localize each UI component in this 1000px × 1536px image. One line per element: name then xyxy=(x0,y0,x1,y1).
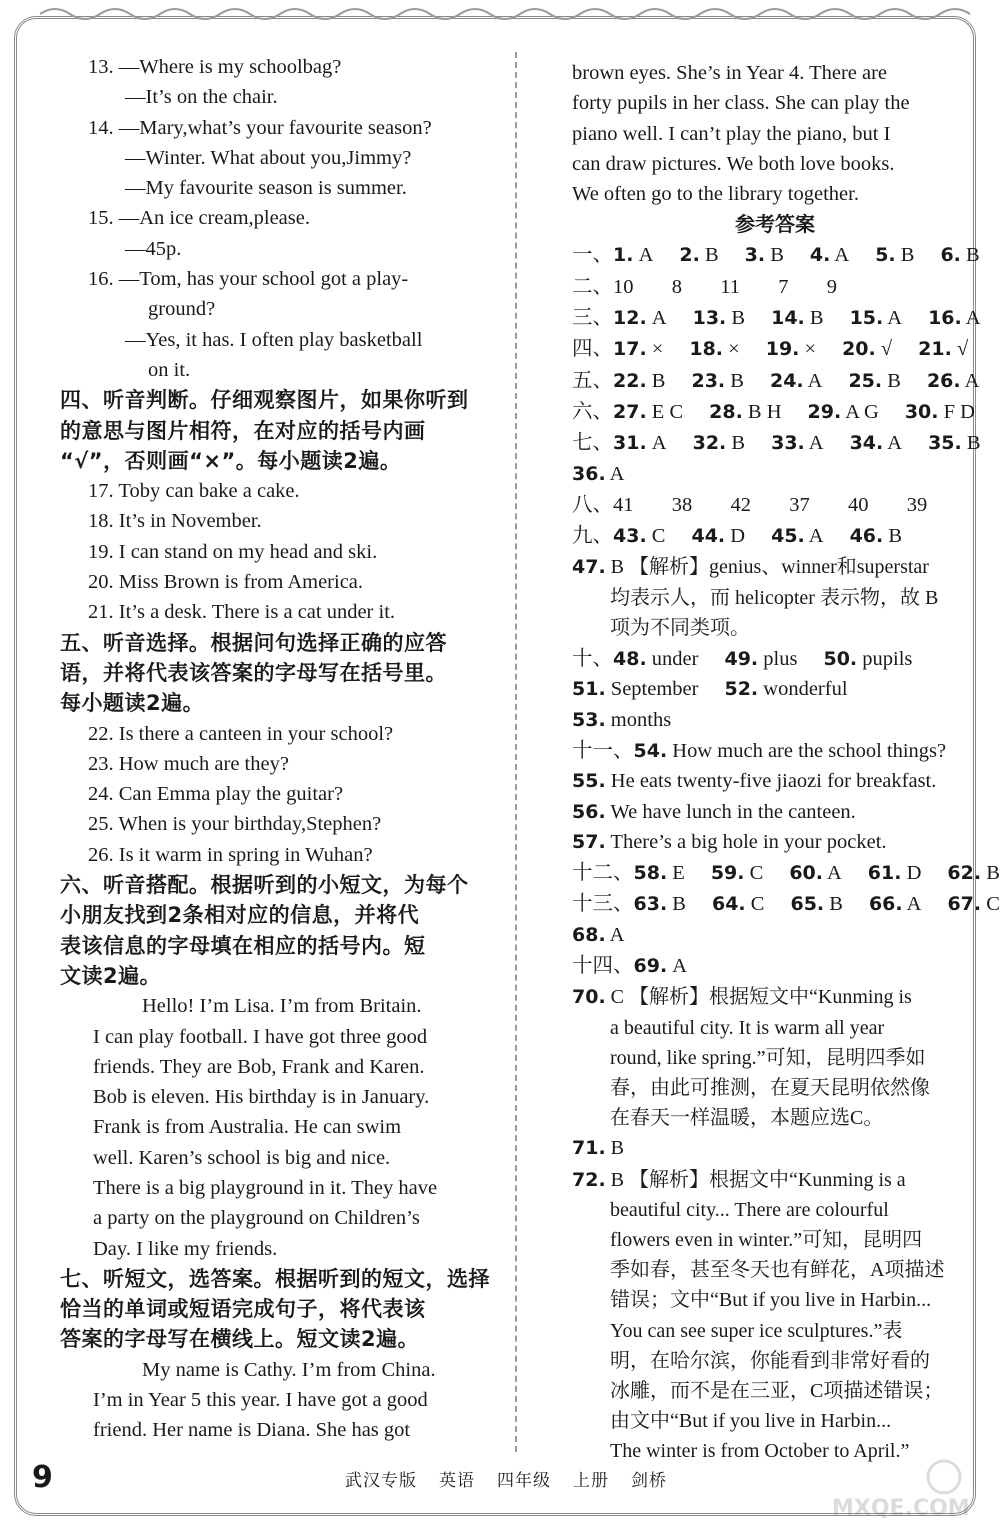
section-instruction: 每小题读2遍。 xyxy=(60,691,205,716)
listening-item: 22. Is there a canteen in your school? xyxy=(88,722,394,745)
explanation-line: 冰雕，而不是在三亚，C项描述错误； xyxy=(610,1379,944,1402)
passage-line: Frank is from Australia. He can swim xyxy=(93,1116,402,1139)
dialogue-line: —45p. xyxy=(125,237,182,260)
listening-item: 19. I can stand on my head and ski. xyxy=(88,540,378,563)
answer-row xyxy=(572,888,1000,919)
section-label: 十一、 xyxy=(572,737,634,762)
passage-line: friends. They are Bob, Frank and Karen. xyxy=(93,1055,425,1078)
answer-value: A xyxy=(605,462,625,485)
explanation-text: genius、winner和superstar xyxy=(709,556,929,579)
answer-value: B xyxy=(882,369,901,392)
page-number: 9 xyxy=(32,1460,53,1495)
answer-value: C xyxy=(646,525,666,548)
question-number: 72. xyxy=(572,1168,606,1191)
question-number: 50. xyxy=(823,648,858,671)
explanation-line: 错误；文中“But if you live in Harbin... xyxy=(610,1289,932,1312)
question-number: 61. xyxy=(867,862,902,885)
section-instruction: 四、听音判断。仔细观察图片，如果你听到 xyxy=(60,388,469,413)
answer-row xyxy=(572,271,978,302)
section-label: 十、 xyxy=(572,646,613,671)
question-number: 6. xyxy=(940,244,961,267)
listening-item: 18. It’s in November. xyxy=(88,510,262,533)
dialogue-line: 13. —Where is my schoolbag? xyxy=(88,56,342,78)
question-number: 15. xyxy=(849,307,884,330)
explanation-line: beautiful city... There are colourful xyxy=(610,1198,889,1221)
answer-value: D xyxy=(901,862,922,885)
question-number: 26. xyxy=(926,369,961,392)
question-number: 35. xyxy=(928,432,962,455)
answer-value: E xyxy=(667,862,685,885)
answer-value: A xyxy=(803,369,823,392)
answer-value: 41 38 42 37 40 39 xyxy=(613,493,928,516)
question-number: 18. xyxy=(689,338,724,361)
answer-value: under xyxy=(646,648,699,671)
answer-value: E C xyxy=(646,400,684,423)
passage-line: Day. I like my friends. xyxy=(93,1237,278,1260)
dialogue-line: —My favourite season is summer. xyxy=(125,177,407,200)
question-number: 60. xyxy=(789,862,823,885)
answer-value: B xyxy=(726,432,746,455)
explanation-tag: 【解析】 xyxy=(629,1166,710,1191)
answer-value: A xyxy=(667,955,688,978)
explanation-line: 明，在哈尔滨，你能看到非常好看的 xyxy=(610,1349,930,1372)
footer-part: 剑桥 xyxy=(631,1471,667,1491)
answer-row xyxy=(572,674,978,704)
answer-value: C xyxy=(605,986,630,1009)
answer-value: B xyxy=(895,244,915,267)
question-number: 71. xyxy=(572,1137,606,1160)
question-number: 2. xyxy=(679,244,700,267)
question-number: 54. xyxy=(633,739,668,762)
explanation-line xyxy=(572,981,978,1012)
answer-row xyxy=(572,797,978,827)
question-number: 23. xyxy=(691,369,726,392)
dialogue-line: 15. —An ice cream,please. xyxy=(88,207,310,230)
question-number: 53. xyxy=(572,708,606,731)
explanation-line: flowers even in winter.”可知，昆明四 xyxy=(610,1228,923,1251)
section-label: 十三、 xyxy=(572,891,634,916)
answer-value: F D xyxy=(938,400,975,423)
answer-explanation xyxy=(572,551,978,643)
passage-line: Bob is eleven. His birthday is in January. xyxy=(93,1086,430,1109)
question-number: 67. xyxy=(947,893,982,916)
section-label: 二、 xyxy=(572,273,613,298)
answer-row xyxy=(572,333,978,364)
answer-value: A xyxy=(961,307,981,330)
explanation-text: 根据文中“Kunming is a xyxy=(709,1168,906,1191)
answer-value: B xyxy=(605,1137,625,1160)
explanation-line: 春，由此可推测，在夏天昆明依然像 xyxy=(610,1076,930,1099)
answer-row xyxy=(572,857,1000,888)
question-number: 58. xyxy=(633,862,668,885)
answer-row xyxy=(572,427,981,458)
answer-row xyxy=(572,520,978,551)
question-number: 57. xyxy=(572,830,606,853)
answer-value: We have lunch in the canteen. xyxy=(605,800,856,823)
section-instruction: 六、听音搭配。根据听到的小短文，为每个 xyxy=(60,873,469,898)
section-instruction: 文读2遍。 xyxy=(60,963,162,988)
question-number: 36. xyxy=(572,462,606,485)
question-number: 47. xyxy=(572,556,606,579)
passage-line: well. Karen’s school is big and nice. xyxy=(93,1146,391,1169)
question-number: 59. xyxy=(710,862,745,885)
answer-value: B xyxy=(646,369,666,392)
answer-row xyxy=(572,643,978,674)
explanation-text: 根据短文中“Kunming is xyxy=(709,986,912,1009)
answer-value: × xyxy=(799,338,817,361)
answer-value: months xyxy=(605,708,672,731)
explanation-line: The winter is from October to April.” xyxy=(610,1440,910,1463)
column-divider xyxy=(515,52,517,1452)
answer-value: B xyxy=(605,556,630,579)
answer-value: 10 8 11 7 9 xyxy=(613,275,837,298)
listening-item: 24. Can Emma play the guitar? xyxy=(88,783,344,806)
answer-value: A xyxy=(830,244,850,267)
passage-line: There is a big playground in it. They have xyxy=(93,1176,438,1199)
answer-value: B xyxy=(961,432,981,455)
question-number: 20. xyxy=(842,338,876,361)
section-instruction: 七、听短文，选答案。根据听到的短文，选择 xyxy=(60,1266,490,1291)
answer-row xyxy=(572,396,978,427)
answer-value: A xyxy=(883,307,903,330)
answer-row xyxy=(572,459,978,489)
answer-row xyxy=(572,920,978,950)
passage-line: Hello! I’m Lisa. I’m from Britain. xyxy=(142,995,422,1018)
answer-value: A xyxy=(902,893,922,916)
question-number: 48. xyxy=(613,648,647,671)
passage-line: I can play football. I have got three good xyxy=(93,1025,428,1048)
question-number: 17. xyxy=(613,338,647,361)
dialogue-line: —Yes, it has. I often play basketball xyxy=(125,328,423,351)
section-label: 一、 xyxy=(572,242,613,267)
section-instruction: “√”，否则画“×”。每小题读2遍。 xyxy=(60,448,402,473)
answer-explanation xyxy=(572,1164,978,1467)
dialogue-line: —Winter. What about you,Jimmy? xyxy=(125,146,412,169)
answer-value: C xyxy=(744,862,764,885)
explanation-line: You can see super ice sculptures.”表 xyxy=(610,1319,903,1342)
section-label: 十四、 xyxy=(572,953,634,978)
answer-value: A xyxy=(804,432,824,455)
question-number: 43. xyxy=(613,525,647,548)
answer-row xyxy=(572,735,978,766)
question-number: 29. xyxy=(807,400,842,423)
question-number: 52. xyxy=(724,678,759,701)
explanation-line: round, like spring.”可知，昆明四季如 xyxy=(610,1046,926,1069)
answer-value: A xyxy=(960,369,980,392)
answer-value: B xyxy=(824,893,843,916)
answer-value: C xyxy=(981,893,1000,916)
section-label: 五、 xyxy=(572,367,613,392)
section-label: 九、 xyxy=(572,523,613,548)
answer-value: √ xyxy=(875,338,893,361)
footer-part: 英语 xyxy=(439,1471,475,1491)
answers-title: 参考答案 xyxy=(735,212,815,237)
question-number: 31. xyxy=(613,432,647,455)
question-number: 3. xyxy=(744,244,766,267)
answer-value: B xyxy=(699,244,719,267)
question-number: 1. xyxy=(613,244,634,267)
answer-value: A G xyxy=(841,400,879,423)
answer-value: B xyxy=(883,525,903,548)
question-number: 5. xyxy=(875,244,896,267)
question-number: 12. xyxy=(613,307,647,330)
question-number: 25. xyxy=(848,369,883,392)
question-number: 13. xyxy=(692,307,727,330)
section-label: 六、 xyxy=(572,398,613,423)
explanation-tag: 【解析】 xyxy=(629,984,710,1009)
section-label: 十二、 xyxy=(572,860,634,885)
listening-item: 17. Toby can bake a cake. xyxy=(88,480,300,503)
listening-item: 20. Miss Brown is from America. xyxy=(88,571,364,594)
dialogue-line: on it. xyxy=(148,358,191,381)
passage-line: can draw pictures. We both love books. xyxy=(572,152,895,175)
answer-value: A xyxy=(646,307,667,330)
answer-value: A xyxy=(883,432,903,455)
answer-explanation xyxy=(572,1133,978,1163)
answer-value: D xyxy=(725,525,746,548)
dialogue-line: 14. —Mary,what’s your favourite season? xyxy=(88,116,432,139)
answer-row xyxy=(572,489,978,520)
answer-value: B xyxy=(804,307,824,330)
listening-item: 26. Is it warm in spring in Wuhan? xyxy=(88,843,373,866)
question-number: 28. xyxy=(709,400,743,423)
explanation-line xyxy=(572,551,978,582)
right-column xyxy=(572,58,1000,1467)
passage-line: We often go to the library together. xyxy=(572,183,859,206)
section-instruction: 表该信息的字母填在相应的括号内。短 xyxy=(60,933,426,958)
section-label: 八、 xyxy=(572,491,613,516)
answer-value: B xyxy=(667,893,686,916)
question-number: 49. xyxy=(724,648,759,671)
question-number: 44. xyxy=(691,525,726,548)
section-instruction: 语，并将代表该答案的字母写在括号里。 xyxy=(60,660,447,685)
answer-value: A xyxy=(646,432,667,455)
explanation-line xyxy=(572,1164,978,1195)
question-number: 55. xyxy=(572,770,606,793)
passage-line: piano well. I can’t play the piano, but I xyxy=(572,122,891,145)
answer-value: wonderful xyxy=(758,678,848,701)
question-number: 34. xyxy=(849,432,884,455)
answer-value: plus xyxy=(758,648,798,671)
answer-value: How much are the school things? xyxy=(667,739,947,762)
section-label: 四、 xyxy=(572,336,613,361)
question-number: 70. xyxy=(572,986,606,1009)
listening-item: 21. It’s a desk. There is a cat under it. xyxy=(88,601,396,624)
passage-line: forty pupils in her class. She can play the xyxy=(572,92,910,115)
section-instruction: 恰当的单词或短语完成句子，将代表该 xyxy=(60,1297,426,1322)
answer-value: B xyxy=(725,369,744,392)
question-number: 64. xyxy=(711,893,746,916)
footer-part: 武汉专版 xyxy=(345,1471,417,1491)
question-number: 65. xyxy=(790,893,825,916)
section-instruction: 小朋友找到2条相对应的信息，并将代 xyxy=(60,903,420,928)
footer-part: 上册 xyxy=(573,1471,609,1491)
watermark-text: MXQE.COM xyxy=(832,1496,970,1521)
left-column xyxy=(60,52,500,1446)
answer-row xyxy=(572,302,981,333)
passage-line: I’m in Year 5 this year. I have got a good xyxy=(93,1389,428,1412)
question-number: 56. xyxy=(572,800,606,823)
passage-line: friend. Her name is Diana. She has got xyxy=(93,1419,411,1442)
explanation-line xyxy=(572,1133,978,1163)
question-number: 32. xyxy=(692,432,727,455)
question-number: 68. xyxy=(572,923,606,946)
answer-value: × xyxy=(646,338,664,361)
dialogue-line: 16. —Tom, has your school got a play- xyxy=(88,268,409,291)
listening-item: 23. How much are they? xyxy=(88,752,289,775)
answer-row xyxy=(572,766,978,796)
watermark-logo xyxy=(824,1455,974,1525)
question-number: 27. xyxy=(613,400,647,423)
answer-value: B xyxy=(981,862,1000,885)
section-instruction: 五、听音选择。根据问句选择正确的应答 xyxy=(60,630,447,655)
question-number: 14. xyxy=(771,307,805,330)
question-number: 24. xyxy=(769,369,804,392)
footer-part: 四年级 xyxy=(497,1471,551,1491)
passage-line: My name is Cathy. I’m from China. xyxy=(142,1358,436,1381)
explanation-line: 在春天一样温暖，本题应选C。 xyxy=(610,1107,884,1130)
answer-value: B xyxy=(726,307,746,330)
answer-value: A xyxy=(633,244,654,267)
question-number: 46. xyxy=(849,525,884,548)
explanation-line: 由文中“But if you live in Harbin... xyxy=(610,1410,892,1433)
dialogue-line: ground? xyxy=(148,298,216,321)
answer-value: B xyxy=(605,1168,630,1191)
question-number: 21. xyxy=(918,338,952,361)
question-number: 30. xyxy=(904,400,939,423)
answer-value: A xyxy=(804,525,824,548)
question-number: 63. xyxy=(633,893,668,916)
section-instruction: 答案的字母写在横线上。短文读2遍。 xyxy=(60,1327,420,1352)
question-number: 22. xyxy=(613,369,647,392)
answer-value: C xyxy=(745,893,765,916)
question-number: 16. xyxy=(928,307,962,330)
question-number: 69. xyxy=(633,955,668,978)
answer-row xyxy=(572,239,978,270)
answer-value: B xyxy=(960,244,980,267)
answer-row xyxy=(572,705,978,735)
answer-value: A xyxy=(822,862,842,885)
question-number: 66. xyxy=(868,893,903,916)
question-number: 62. xyxy=(947,862,982,885)
section-label: 三、 xyxy=(572,305,613,330)
question-number: 19. xyxy=(765,338,800,361)
question-number: 4. xyxy=(809,244,831,267)
passage-line: a party on the playground on Children’s xyxy=(93,1207,420,1230)
passage-line: brown eyes. She’s in Year 4. There are xyxy=(572,62,888,84)
answer-value: He eats twenty-five jiaozi for breakfast. xyxy=(605,770,937,793)
answer-value: B H xyxy=(742,400,782,423)
answer-row xyxy=(572,950,978,981)
listening-item: 25. When is your birthday,Stephen? xyxy=(88,813,382,836)
dialogue-line: —It’s on the chair. xyxy=(125,86,278,109)
explanation-line: 项为不同类项。 xyxy=(610,616,750,639)
answer-value: A xyxy=(605,923,625,946)
explanation-tag: 【解析】 xyxy=(629,554,710,579)
answer-value: There’s a big hole in your pocket. xyxy=(605,830,887,853)
answer-value: × xyxy=(723,338,740,361)
explanation-line: a beautiful city. It is warm all year xyxy=(610,1016,885,1039)
answer-value: B xyxy=(765,244,784,267)
section-label: 七、 xyxy=(572,430,613,455)
question-number: 51. xyxy=(572,678,606,701)
explanation-line: 季如春，甚至冬天也有鲜花，A项描述 xyxy=(610,1259,945,1282)
explanation-line: 均表示人，而 helicopter 表示物，故 B xyxy=(610,586,939,609)
answer-value: √ xyxy=(951,338,969,361)
question-number: 45. xyxy=(771,525,805,548)
section-instruction: 的意思与图片相符，在对应的括号内画 xyxy=(60,418,426,443)
answer-row xyxy=(572,365,978,396)
answer-value: September xyxy=(605,678,699,701)
answer-row xyxy=(572,827,978,857)
answer-explanation xyxy=(572,981,978,1133)
decorative-wave xyxy=(40,0,970,26)
footer-text xyxy=(345,1466,689,1491)
question-number: 33. xyxy=(771,432,805,455)
answer-value: pupils xyxy=(857,648,913,671)
